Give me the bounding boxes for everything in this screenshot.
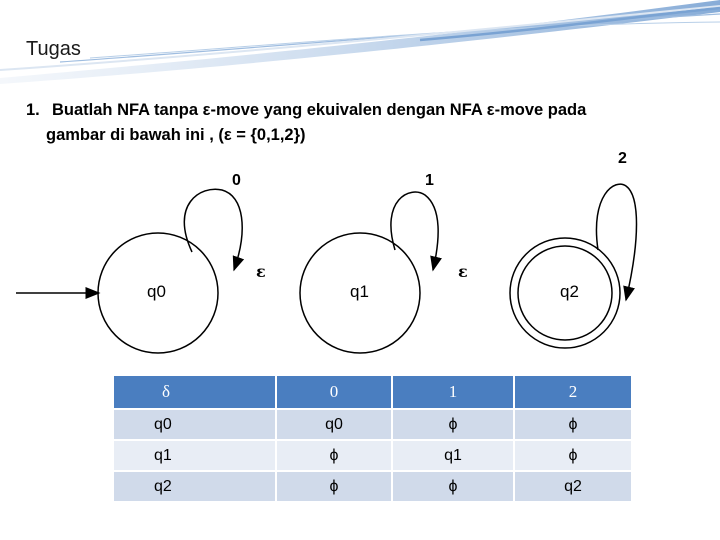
task-line-1-text: Buatlah NFA tanpa ε-move yang ekuivalen dengan NFA ε-move pada <box>52 101 587 119</box>
loop-q2 <box>596 184 636 300</box>
table-row <box>114 441 631 470</box>
loop-q0-label: 0 <box>232 172 241 189</box>
epsilon-edge-q0-q1-label: ε <box>256 262 266 281</box>
loop-q1-label: 1 <box>425 172 434 189</box>
table-cell: q1 <box>114 441 275 470</box>
table-row <box>114 472 631 501</box>
table-cell: q0 <box>277 410 391 439</box>
table-header-cell: 2 <box>515 376 631 408</box>
table-cell: q0 <box>114 410 275 439</box>
table-cell: q1 <box>393 441 513 470</box>
decor-swoosh <box>0 0 720 84</box>
loop-q0 <box>184 189 242 270</box>
loop-q2-label: 2 <box>618 150 627 167</box>
table-cell: ϕ <box>515 410 631 439</box>
state-q0-label: q0 <box>147 282 166 301</box>
epsilon-edge-q1-q2-label: ε <box>458 262 468 281</box>
task-number: 1. <box>26 101 40 119</box>
table-header-cell: δ <box>114 376 275 408</box>
task-line-1 <box>26 98 686 123</box>
table-cell: ϕ <box>277 472 391 501</box>
task-line-2: gambar di bawah ini , (ε = {0,1,2}) <box>46 126 306 144</box>
header-decoration <box>0 0 720 100</box>
transition-table <box>112 374 633 503</box>
table-header-row <box>114 376 631 408</box>
table-header-cell: 1 <box>393 376 513 408</box>
table-cell: ϕ <box>515 441 631 470</box>
table-header-cell: 0 <box>277 376 391 408</box>
decor-swoosh <box>420 8 720 40</box>
table-cell: ϕ <box>393 410 513 439</box>
table-row <box>114 410 631 439</box>
nfa-diagram <box>0 140 720 370</box>
table-cell: q2 <box>114 472 275 501</box>
slide-title: Tugas <box>26 38 81 60</box>
state-q1-label: q1 <box>350 282 369 301</box>
state-q2-label: q2 <box>560 282 579 301</box>
table-cell: q2 <box>515 472 631 501</box>
table-cell: ϕ <box>393 472 513 501</box>
table-cell: ϕ <box>277 441 391 470</box>
loop-q1 <box>391 192 438 270</box>
